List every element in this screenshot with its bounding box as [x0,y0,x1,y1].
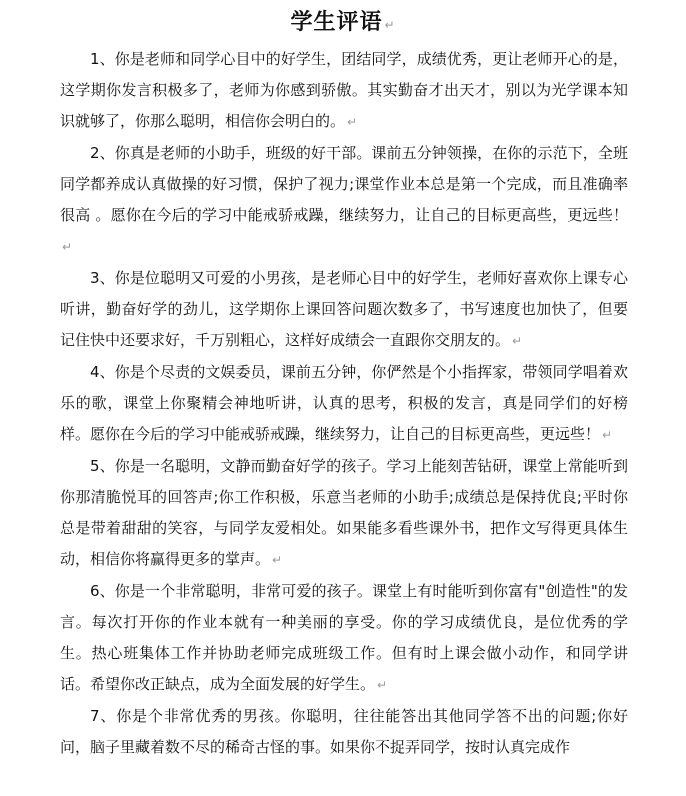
comment-paragraph-2 [60,138,628,263]
comment-paragraph-4 [60,357,628,451]
paragraph-mark-icon: ↵ [512,334,523,348]
comment-paragraph-7 [60,701,628,763]
paragraph-mark-icon: ↵ [377,678,388,692]
paragraph-mark-icon: ↵ [272,553,283,567]
comment-paragraph-3 [60,263,628,357]
title-text: 学生评语 [290,10,383,35]
paragraph-mark-icon: ↵ [384,18,396,32]
paragraph-text: 6、你是一个非常聪明，非常可爱的孩子。课堂上有时能听到你富有"创造性"的发言。每次打开你的作业本就有一种美丽的享受。你的学习成绩优良，是位优秀的学生。热心班集体工作并协助老师完成班级工作。但有时上课会做小动作，和同学讲话。希望你改正缺点，成为全面发展的好学生。 [60,582,628,693]
page-title [0,8,686,40]
document-body [60,44,628,763]
paragraph-text: 7、你是个非常优秀的男孩。你聪明，往往能答出其他同学答不出的问题;你好问，脑子里藏着数不尽的稀奇古怪的事。如果你不捉弄同学，按时认真完成作 [60,707,628,756]
comment-paragraph-5 [60,451,628,576]
paragraph-text: 4、你是个尽责的文娱委员，课前五分钟，你俨然是个小指挥家，带领同学唱着欢乐的歌，课堂上你聚精会神地听讲，认真的思考，积极的发言，真是同学们的好榜样。愿你在今后的学习中能戒骄戒躁，继续努力，让自己的目标更高些，更远些！ [60,363,628,443]
comment-paragraph-1 [60,44,628,138]
paragraph-mark-icon: ↵ [62,240,73,254]
paragraph-mark-icon: ↵ [602,428,613,442]
comment-paragraph-6 [60,576,628,701]
paragraph-text: 3、你是位聪明又可爱的小男孩，是老师心目中的好学生，老师好喜欢你上课专心听讲，勤奋好学的劲儿，这学期你上课回答问题次数多了，书写速度也加快了，但要记住快中还要求好，千万别粗心，这样好成绩会一直跟你交朋友的。 [60,269,628,349]
paragraph-mark-icon: ↵ [347,115,358,129]
paragraph-text: 2、你真是老师的小助手，班级的好干部。课前五分钟领操，在你的示范下，全班同学都养成认真做操的好习惯，保护了视力;课堂作业本总是第一个完成，而且准确率很高 。愿你在今后的学习中能戒骄戒躁，继续努力，让自己的目标更高些，更远些！ [60,144,628,224]
paragraph-text: 1、你是老师和同学心目中的好学生，团结同学，成绩优秀，更让老师开心的是，这学期你发言积极多了，老师为你感到骄傲。其实勤奋才出天才，别以为光学课本知识就够了，你那么聪明，相信你会明白的。 [60,50,628,130]
paragraph-text: 5、你是一名聪明，文静而勤奋好学的孩子。学习上能刻苦钻研，课堂上常能听到你那清脆悦耳的回答声;你工作积极，乐意当老师的小助手;成绩总是保持优良;平时你总是带着甜甜的笑容，与同学友爱相处。如果能多看些课外书，把作文写得更具体生动，相信你将赢得更多的掌声。 [60,457,628,568]
